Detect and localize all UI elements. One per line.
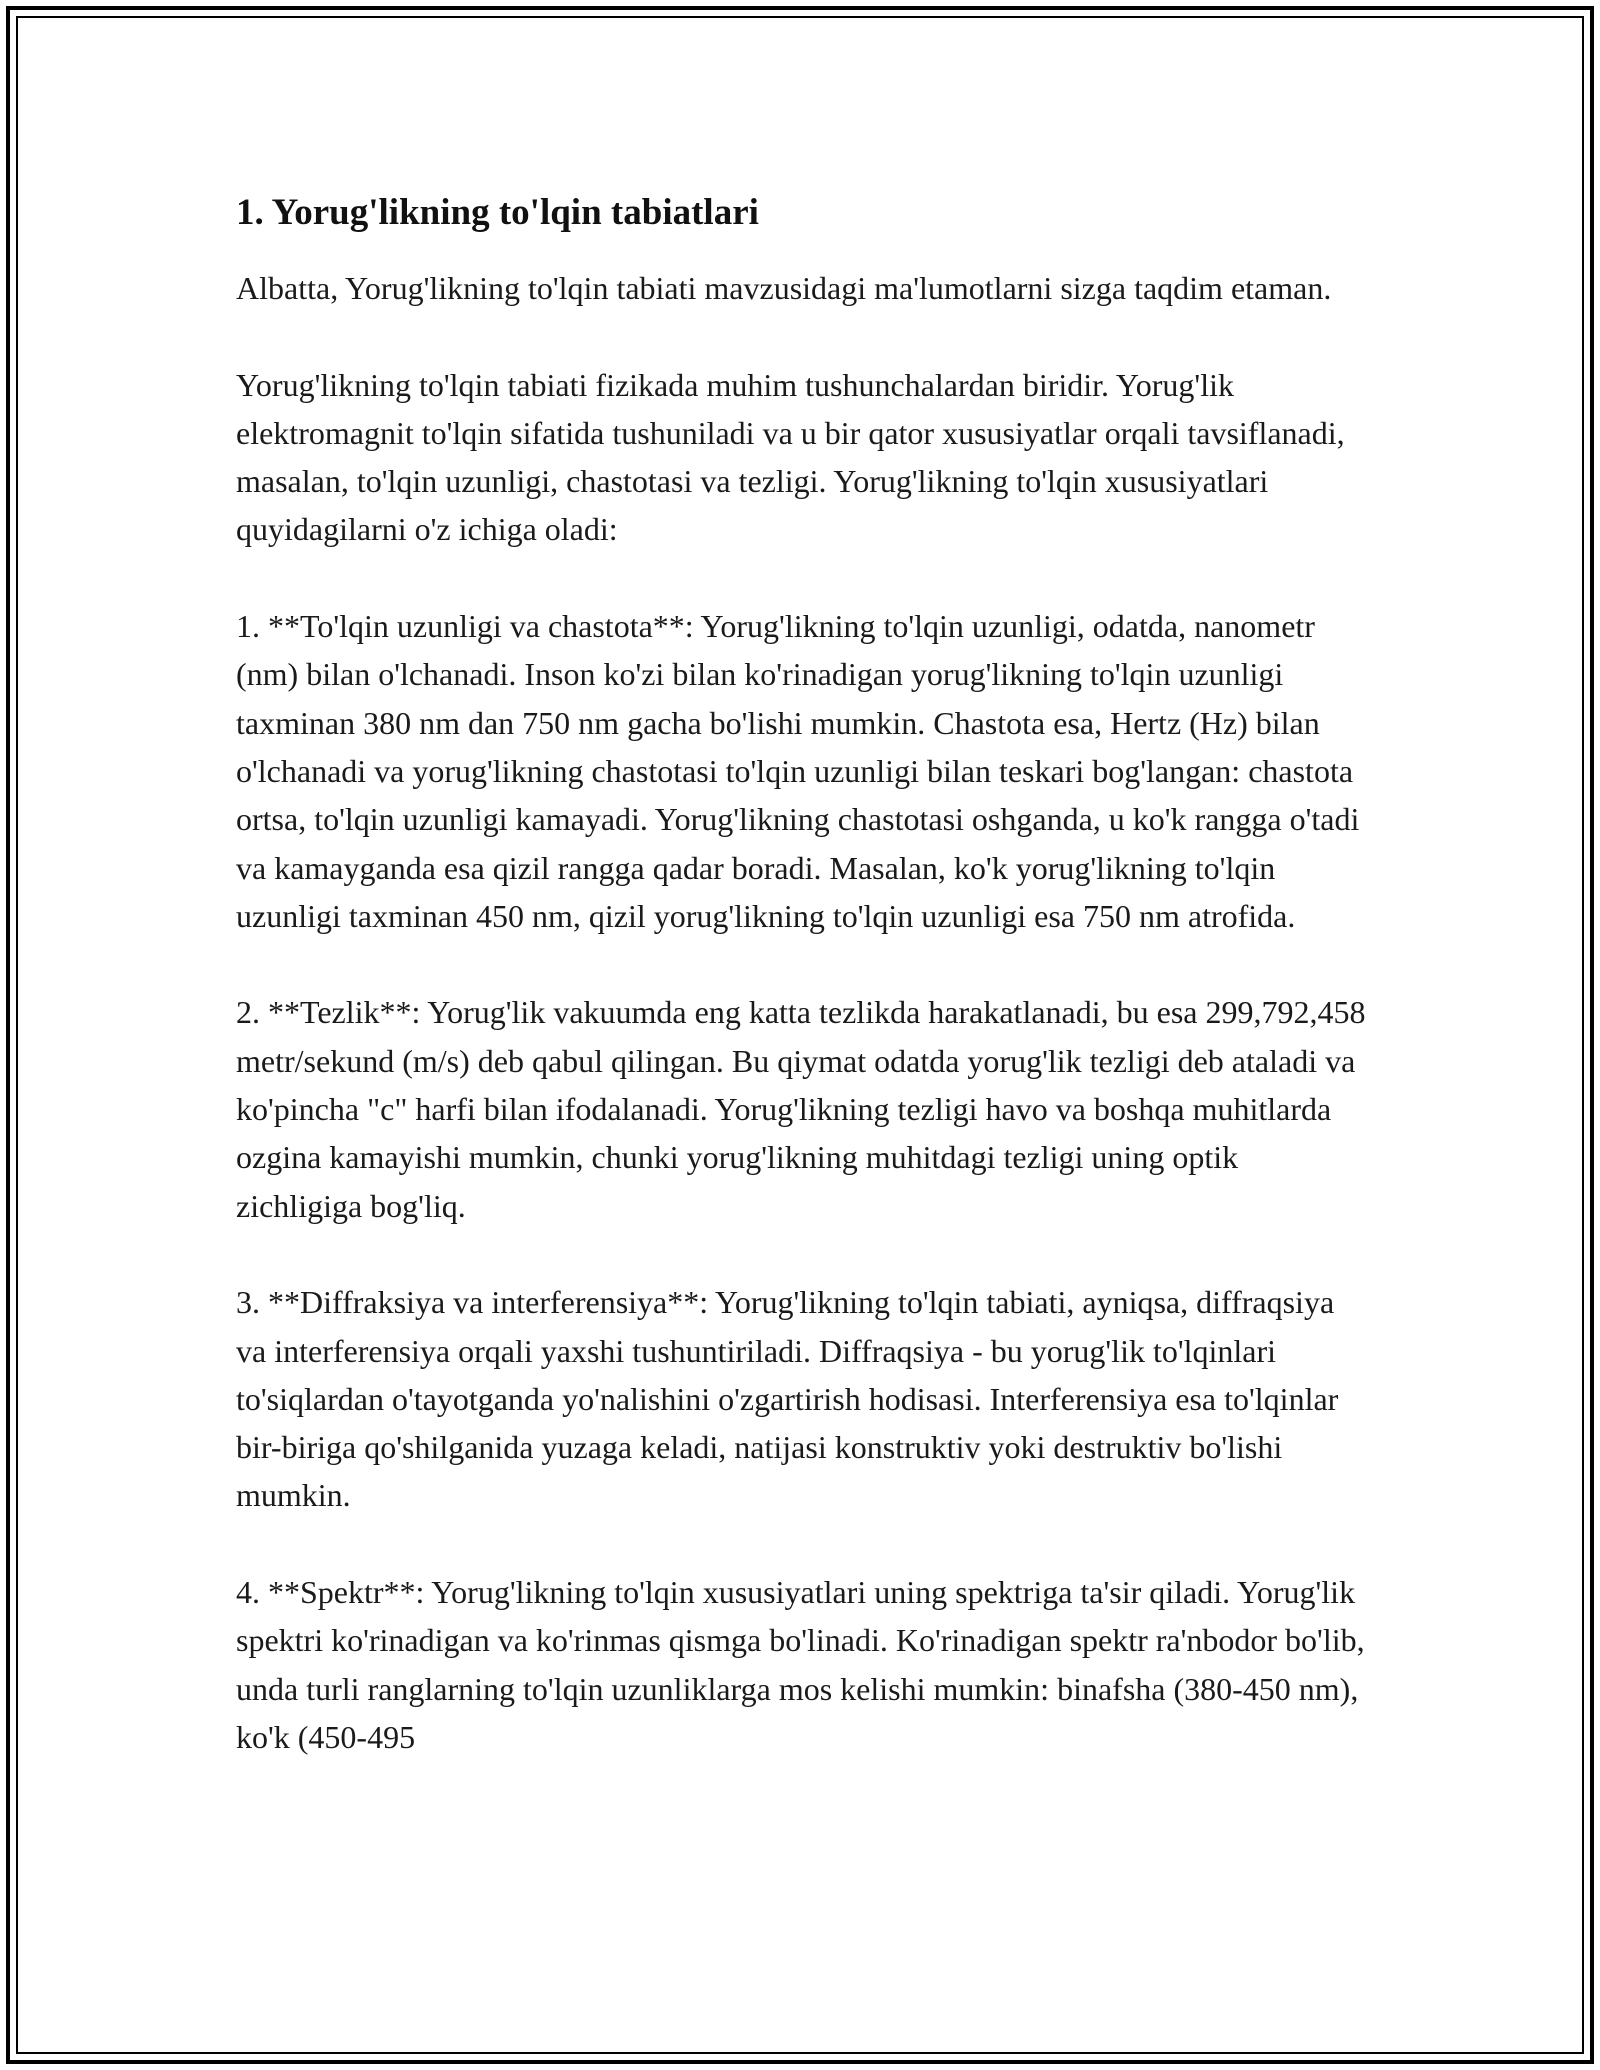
paragraph-wavelength-frequency: 1. **To'lqin uzunligi va chastota**: Yorug'likning to'lqin uzunligi, odatda, nanometr (nm) bilan o'lchanadi. Inson ko'zi bilan ko'rinadigan yorug'likning to'lqin uzunligi taxminan 380 nm dan 750 nm gacha bo'lishi mumkin. Chastota esa, Hertz (Hz) bilan o'lchanadi va yorug'likning chastotasi to'lqin uzunligi bilan teskari bog'langan: chastota ortsa, to'lqin uzunligi kamayadi. Yorug'likning chastotasi oshganda, u ko'k rangga o'tadi va kamayganda esa qizil rangga qadar boradi. Masalan, ko'k yorug'likning to'lqin uzunligi taxminan 450 nm, qizil yorug'likning to'lqin uzunligi esa 750 nm atrofida. xyxy=(236,608,1360,934)
paragraph-speed: 2. **Tezlik**: Yorug'lik vakuumda eng katta tezlikda harakatlanadi, bu esa 299,792,458 metr/sekund (m/s) deb qabul qilingan. Bu qiymat odatda yorug'lik tezligi deb ataladi va ko'pincha "c" harfi bilan ifodalanadi. Yorug'likning tezligi havo va boshqa muhitlarda ozgina kamayishi mumkin, chunki yorug'likning muhitdagi tezligi uning optik zichligiga bog'liq. xyxy=(236,994,1366,1224)
paragraph-overview: Yorug'likning to'lqin tabiati fizikada muhim tushunchalardan biridir. Yorug'lik elektromagnit to'lqin sifatida tushuniladi va u bir qator xususiyatlar orqali tavsiflanadi, masalan, to'lqin uzunligi, chastotasi va tezligi. Yorug'likning to'lqin xususiyatlari quyidagilarni o'z ichiga oladi: xyxy=(236,366,1345,548)
paragraph-spectrum: 4. **Spektr**: Yorug'likning to'lqin xususiyatlari uning spektriga ta'sir qiladi. Yorug'lik spektri ko'rinadigan va ko'rinmas qismga bo'linadi. Ko'rinadigan spektr ra'nbodor bo'lib, unda turli ranglarning to'lqin uzunliklarga mos kelishi mumkin: binafsha (380-450 nm), ko'k (450-495 xyxy=(236,1574,1365,1755)
paragraph-intro: Albatta, Yorug'likning to'lqin tabiati mavzusidagi ma'lumotlarni sizga taqdim etaman. xyxy=(236,270,1332,306)
paragraph-diffraction-interference: 3. **Diffraksiya va interferensiya**: Yorug'likning to'lqin tabiati, ayniqsa, diffraqsiya va interferensiya orqali yaxshi tushuntiriladi. Diffraqsiya - bu yorug'lik to'lqinlari to'siqlardan o'tayotganda yo'nalishini o'zgartirish hodisasi. Interferensiya esa to'lqinlar bir-biriga qo'shilganida yuzaga keladi, natijasi konstruktiv yoki destruktiv bo'lishi mumkin. xyxy=(236,1284,1339,1514)
document-body xyxy=(236,186,1366,1761)
document-heading: 1. Yorug'likning to'lqin tabiatlari xyxy=(236,192,759,233)
